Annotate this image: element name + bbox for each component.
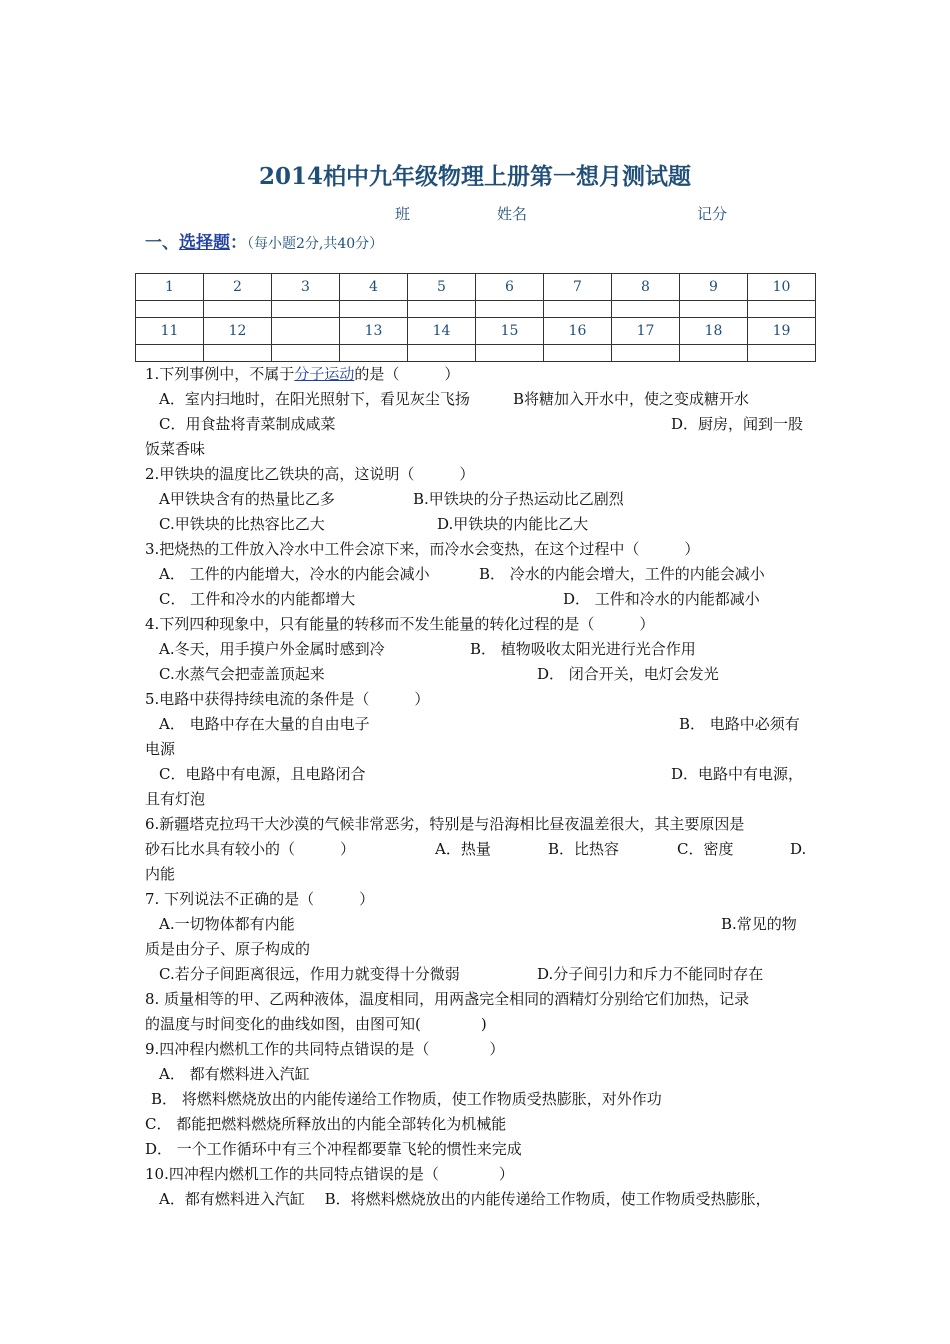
answer-cell: 8 (612, 274, 680, 301)
score-label: 记分 (697, 205, 728, 223)
answer-cell: 13 (340, 318, 408, 345)
question-8-stem-continued: 的温度与时间变化的曲线如图，由图可知( ) (145, 1015, 487, 1033)
answer-cell: 9 (680, 274, 748, 301)
answer-number-row (136, 274, 816, 301)
answer-blank-row (136, 345, 816, 362)
answer-cell: 16 (544, 318, 612, 345)
question-text: 的是（ ） (354, 365, 460, 383)
answer-blank-cell[interactable] (136, 345, 204, 362)
question-5-stem: 5.电路中获得持续电流的条件是（ ） (145, 690, 430, 708)
question-10-options: A．都有燃料进入汽缸 B．将燃料燃烧放出的内能传递给工作物质，使工作物质受热膨胀， (159, 1190, 771, 1208)
answer-blank-cell[interactable] (204, 301, 272, 318)
answer-blank-cell[interactable] (204, 345, 272, 362)
option-b-continued: 电源 (145, 740, 176, 758)
question-list (145, 362, 810, 1212)
option-a: A． 都有燃料进入汽缸 (159, 1065, 310, 1083)
option-c: C．用食盐将青菜制成咸菜 (159, 415, 336, 433)
option-a: A.冬天，用手摸户外金属时感到冷 (159, 640, 385, 658)
option-b: B.常见的物 (721, 915, 797, 933)
section-note: （每小题2分,共40分） (247, 236, 384, 252)
answer-blank-cell[interactable] (680, 345, 748, 362)
answer-cell: 4 (340, 274, 408, 301)
question-7-options-ab (145, 912, 810, 937)
option-d: D．电路中有电源， (671, 765, 804, 783)
answer-blank-cell[interactable] (748, 345, 816, 362)
option-c: C.若分子间距离很远，作用力就变得十分微弱 (159, 965, 460, 983)
option-b: B． 电路中必须有 (679, 715, 800, 733)
answer-cell: 5 (408, 274, 476, 301)
option-b: B． 植物吸收太阳光进行光合作用 (470, 640, 696, 658)
question-1-stem (145, 362, 810, 387)
answer-cell: 6 (476, 274, 544, 301)
option-d-continued: 且有灯泡 (145, 790, 206, 808)
option-c: C.甲铁块的比热容比乙大 (159, 515, 325, 533)
answer-table (135, 273, 816, 362)
option-d: D． 工件和冷水的内能都减小 (563, 590, 760, 608)
answer-cell (272, 318, 340, 345)
option-d: D． 一个工作循环中有三个冲程都要靠飞轮的惯性来完成 (145, 1140, 522, 1158)
question-4-options-ab (145, 637, 810, 662)
question-7-stem: 7. 下列说法不正确的是（ ） (145, 890, 375, 908)
answer-cell: 15 (476, 318, 544, 345)
question-1-options-ab (145, 387, 810, 412)
question-10-stem: 10.四冲程内燃机工作的共同特点错误的是（ ） (145, 1165, 514, 1183)
section-number: 一、 (145, 233, 179, 253)
answer-blank-cell[interactable] (476, 301, 544, 318)
answer-cell: 3 (272, 274, 340, 301)
option-d: D.甲铁块的内能比乙大 (437, 515, 589, 533)
option-b: B．比热容 (548, 840, 620, 858)
question-3-options-ab (145, 562, 810, 587)
option-b: B将糖加入开水中，使之变成糖开水 (513, 390, 750, 408)
option-a: A． 工件的内能增大，冷水的内能会减小 (159, 565, 430, 583)
option-d-continued: 内能 (145, 865, 176, 883)
answer-blank-cell[interactable] (748, 301, 816, 318)
answer-cell: 19 (748, 318, 816, 345)
answer-cell: 17 (612, 318, 680, 345)
answer-blank-cell[interactable] (272, 301, 340, 318)
answer-blank-cell[interactable] (612, 301, 680, 318)
option-a: A．热量 (435, 840, 491, 858)
answer-cell: 11 (136, 318, 204, 345)
answer-cell: 7 (544, 274, 612, 301)
option-d-continued: 饭菜香味 (145, 440, 206, 458)
section-heading (145, 228, 383, 253)
question-3-stem: 3.把烧热的工件放入冷水中工件会凉下来，而冷水会变热，在这个过程中（ ） (145, 540, 700, 558)
option-d: D.分子间引力和斥力不能同时存在 (537, 965, 764, 983)
question-1-options-cd (145, 412, 810, 437)
answer-blank-cell[interactable] (408, 345, 476, 362)
answer-blank-cell[interactable] (544, 301, 612, 318)
answer-cell: 2 (204, 274, 272, 301)
question-8-stem: 8. 质量相等的甲、乙两种液体，温度相同，用两盏完全相同的酒精灯分别给它们加热，记录 (145, 990, 750, 1008)
question-2-stem: 2.甲铁块的温度比乙铁块的高，这说明（ ） (145, 465, 475, 483)
class-label: 班 (395, 205, 411, 223)
answer-blank-cell[interactable] (612, 345, 680, 362)
name-label: 姓名 (497, 205, 528, 223)
question-2-options-ab (145, 487, 810, 512)
option-a: A．室内扫地时，在阳光照射下，看见灰尘飞扬 (159, 390, 470, 408)
question-5-options-cd (145, 762, 810, 787)
question-4-options-cd (145, 662, 810, 687)
option-a: A.一切物体都有内能 (159, 915, 295, 933)
answer-blank-cell[interactable] (272, 345, 340, 362)
answer-blank-cell[interactable] (476, 345, 544, 362)
answer-cell: 10 (748, 274, 816, 301)
option-c: C． 工件和冷水的内能都增大 (159, 590, 356, 608)
question-7-options-cd (145, 962, 810, 987)
answer-cell: 1 (136, 274, 204, 301)
option-d: D．厨房，闻到一股 (671, 415, 804, 433)
answer-blank-cell[interactable] (408, 301, 476, 318)
question-text: 1.下列事例中，不属于 (145, 365, 295, 383)
answer-blank-cell[interactable] (544, 345, 612, 362)
option-d: D． 闭合开关，电灯会发光 (537, 665, 719, 683)
option-b-continued: 质是由分子、原子构成的 (145, 940, 311, 958)
question-6-stem: 6.新疆塔克拉玛干大沙漠的气候非常恶劣，特别是与沿海相比昼夜温差很大，其主要原因是 (145, 815, 745, 833)
answer-cell: 14 (408, 318, 476, 345)
question-9-stem: 9.四冲程内燃机工作的共同特点错误的是（ ） (145, 1040, 505, 1058)
option-c: C．密度 (677, 840, 734, 858)
molecular-motion-link[interactable]: 分子运动 (294, 365, 355, 383)
question-2-options-cd (145, 512, 810, 537)
option-b: B． 冷水的内能会增大，工件的内能会减小 (479, 565, 765, 583)
option-a: A甲铁块含有的热量比乙多 (159, 490, 335, 508)
question-text: 砂石比水具有较小的（ ） (145, 840, 356, 858)
option-c: C． 都能把燃料燃烧所释放出的内能全部转化为机械能 (145, 1115, 507, 1133)
option-b: B.甲铁块的分子热运动比乙剧烈 (413, 490, 624, 508)
answer-cell: 12 (204, 318, 272, 345)
section-title-link[interactable]: 选择题 (179, 233, 230, 253)
answer-cell: 18 (680, 318, 748, 345)
option-a: A． 电路中存在大量的自由电子 (159, 715, 370, 733)
question-6-stem-options (145, 837, 810, 862)
option-c: C．电路中有电源，且电路闭合 (159, 765, 366, 783)
question-3-options-cd (145, 587, 810, 612)
answer-blank-cell[interactable] (340, 345, 408, 362)
answer-blank-cell[interactable] (680, 301, 748, 318)
answer-blank-cell[interactable] (136, 301, 204, 318)
answer-number-row (136, 318, 816, 345)
exam-title: 2014柏中九年级物理上册第一想月测试题 (258, 163, 691, 190)
answer-blank-row (136, 301, 816, 318)
question-5-options-ab (145, 712, 810, 737)
answer-blank-cell[interactable] (340, 301, 408, 318)
option-b: B． 将燃料燃烧放出的内能传递给工作物质，使工作物质受热膨胀，对外作功 (151, 1090, 662, 1108)
section-colon: ： (230, 233, 247, 253)
question-4-stem: 4.下列四种现象中，只有能量的转移而不发生能量的转化过程的是（ ） (145, 615, 655, 633)
option-d: D. (790, 840, 807, 858)
option-c: C.水蒸气会把壶盖顶起来 (159, 665, 325, 683)
